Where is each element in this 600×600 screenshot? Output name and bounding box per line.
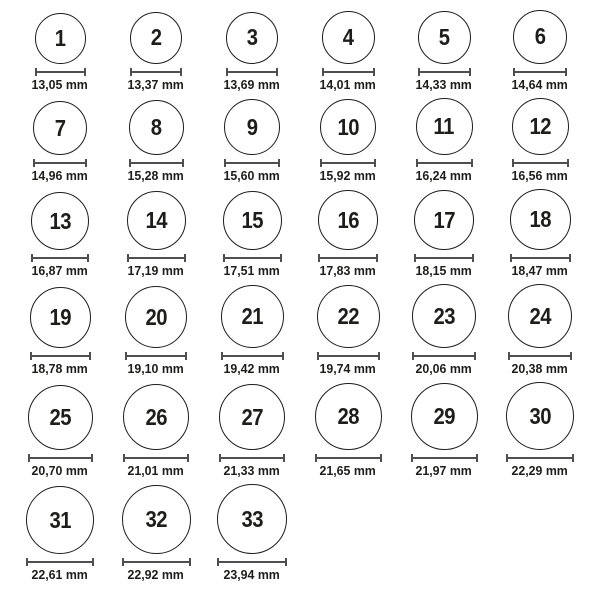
diameter-dimension-line [224, 159, 280, 167]
ring-size-number: 24 [529, 302, 551, 329]
ring-circle [122, 485, 191, 554]
ring-circle [219, 384, 285, 450]
diameter-dimension-line [322, 68, 375, 76]
diameter-dimension-line [122, 558, 191, 566]
ring-circle [26, 486, 94, 554]
diameter-dimension-line [513, 68, 567, 76]
ring-size-number: 13 [49, 207, 71, 234]
ring-circle [315, 383, 382, 450]
ring-size-item [12, 6, 108, 98]
chart-row [4, 189, 596, 284]
diameter-label: 17,51 mm [223, 263, 281, 278]
diameter-label: 16,87 mm [31, 263, 89, 278]
ring-circle [508, 284, 572, 348]
ring-size-number: 20 [145, 303, 167, 330]
ring-circle [223, 191, 282, 250]
diameter-label: 21,33 mm [223, 463, 281, 478]
ring-size-item [300, 98, 396, 190]
diameter-dimension-line [317, 352, 380, 360]
ring-circle [320, 99, 376, 155]
diameter-dimension-line [129, 159, 184, 167]
ring-size-number: 21 [241, 303, 263, 329]
diameter-dimension-line [130, 68, 182, 76]
ring-size-item [12, 98, 108, 190]
ring-size-number: 10 [337, 113, 359, 140]
diameter-dimension-line [28, 454, 93, 462]
ring-size-item [300, 189, 396, 284]
ring-size-item [12, 189, 108, 284]
diameter-label: 17,83 mm [319, 263, 377, 278]
ring-size-number: 7 [54, 114, 66, 141]
ring-size-number: 30 [529, 402, 551, 429]
diameter-label: 22,29 mm [511, 463, 569, 478]
ring-circle [414, 190, 474, 250]
diameter-label: 16,56 mm [511, 168, 569, 183]
ring-size-number: 32 [145, 506, 167, 532]
ring-size-number: 17 [433, 206, 455, 233]
ring-circle [416, 98, 473, 155]
diameter-dimension-line [26, 558, 94, 566]
ring-circle [33, 101, 87, 155]
diameter-dimension-line [35, 68, 86, 76]
ring-size-item [396, 6, 492, 98]
diameter-label: 21,65 mm [319, 463, 377, 478]
ring-circle [123, 384, 189, 450]
empty-cell [300, 484, 396, 588]
diameter-label: 14,64 mm [511, 76, 569, 92]
ring-size-item [12, 484, 108, 588]
ring-size-number: 29 [433, 403, 455, 429]
ring-size-number: 4 [342, 23, 354, 50]
ring-circle [418, 11, 471, 64]
ring-size-number: 25 [49, 404, 71, 430]
ring-size-item [396, 284, 492, 382]
ring-size-item [396, 98, 492, 190]
ring-circle [510, 189, 571, 250]
diameter-label: 18,15 mm [415, 263, 473, 278]
ring-circle [125, 286, 187, 348]
ring-size-item [300, 6, 396, 98]
ring-size-item [492, 189, 588, 284]
diameter-dimension-line [320, 159, 376, 167]
empty-cell [396, 484, 492, 588]
ring-size-number: 31 [49, 506, 71, 533]
ring-circle [35, 13, 86, 64]
diameter-label: 19,10 mm [127, 361, 185, 376]
ring-size-number: 14 [145, 207, 167, 233]
diameter-dimension-line [31, 254, 89, 262]
ring-size-number: 22 [337, 303, 359, 329]
ring-size-item [108, 189, 204, 284]
ring-circle [31, 192, 89, 250]
ring-size-item [300, 382, 396, 484]
ring-circle [224, 99, 280, 155]
diameter-dimension-line [414, 254, 474, 262]
diameter-dimension-line [506, 454, 574, 462]
diameter-label: 13,05 mm [31, 76, 89, 92]
diameter-label: 20,70 mm [31, 463, 89, 478]
diameter-label: 15,92 mm [319, 168, 377, 183]
diameter-label: 13,69 mm [223, 76, 281, 92]
ring-circle [30, 287, 91, 348]
ring-circle [129, 100, 184, 155]
ring-size-number: 18 [529, 206, 551, 232]
diameter-label: 14,01 mm [319, 76, 377, 92]
diameter-dimension-line [411, 454, 478, 462]
diameter-dimension-line [123, 454, 189, 462]
ring-size-number: 26 [145, 403, 167, 430]
diameter-label: 18,47 mm [511, 263, 569, 278]
chart-row [4, 484, 596, 588]
ring-size-item [204, 6, 300, 98]
ring-size-number: 3 [246, 24, 258, 50]
diameter-label: 15,28 mm [127, 168, 185, 183]
ring-size-number: 12 [529, 113, 551, 139]
ring-size-number: 28 [337, 403, 359, 429]
ring-size-item [204, 284, 300, 382]
ring-size-item [492, 284, 588, 382]
ring-size-number: 19 [49, 304, 71, 330]
diameter-label: 15,60 mm [223, 168, 281, 183]
ring-size-item [204, 484, 300, 588]
diameter-dimension-line [221, 352, 284, 360]
ring-circle [217, 484, 287, 554]
ring-size-item [108, 284, 204, 382]
ring-size-number: 27 [241, 403, 263, 430]
ring-size-number: 1 [54, 24, 66, 51]
diameter-label: 14,96 mm [31, 168, 89, 183]
ring-circle [513, 10, 567, 64]
diameter-label: 22,92 mm [127, 567, 185, 582]
diameter-dimension-line [510, 254, 571, 262]
ring-size-item [204, 382, 300, 484]
diameter-dimension-line [219, 454, 285, 462]
chart-row [4, 382, 596, 484]
chart-row [4, 284, 596, 382]
diameter-label: 13,37 mm [127, 76, 185, 92]
ring-circle [512, 98, 569, 155]
ring-size-item [12, 382, 108, 484]
ring-circle [412, 284, 476, 348]
diameter-dimension-line [512, 159, 569, 167]
ring-size-item [204, 98, 300, 190]
ring-size-item [396, 189, 492, 284]
diameter-dimension-line [226, 68, 278, 76]
diameter-dimension-line [125, 352, 187, 360]
ring-size-item [492, 98, 588, 190]
ring-size-item [204, 189, 300, 284]
ring-circle [411, 383, 478, 450]
ring-size-number: 8 [150, 114, 162, 140]
diameter-label: 20,38 mm [511, 361, 569, 376]
ring-size-item [492, 6, 588, 98]
diameter-dimension-line [418, 68, 471, 76]
ring-size-number: 15 [241, 207, 263, 233]
diameter-label: 18,78 mm [31, 361, 89, 376]
ring-circle [221, 285, 284, 348]
diameter-dimension-line [127, 254, 186, 262]
ring-size-item [492, 382, 588, 484]
diameter-label: 14,33 mm [415, 76, 473, 92]
ring-circle [127, 191, 186, 250]
ring-size-item [300, 284, 396, 382]
diameter-dimension-line [318, 254, 378, 262]
ring-circle [318, 190, 378, 250]
diameter-dimension-line [412, 352, 476, 360]
ring-circle [226, 12, 278, 64]
empty-cell [492, 484, 588, 588]
diameter-label: 21,97 mm [415, 463, 473, 478]
diameter-label: 19,42 mm [223, 361, 281, 376]
ring-circle [28, 385, 93, 450]
ring-circle [317, 285, 380, 348]
ring-size-number: 11 [433, 113, 455, 139]
ring-circle [506, 382, 574, 450]
diameter-dimension-line [315, 454, 382, 462]
diameter-label: 19,74 mm [319, 361, 377, 376]
diameter-dimension-line [30, 352, 91, 360]
diameter-label: 23,94 mm [223, 567, 281, 582]
diameter-label: 22,61 mm [31, 567, 89, 582]
ring-circle [130, 12, 182, 64]
ring-size-number: 23 [433, 302, 455, 329]
chart-row [4, 6, 596, 98]
ring-size-item [12, 284, 108, 382]
ring-size-item [108, 98, 204, 190]
chart-row [4, 98, 596, 190]
diameter-label: 20,06 mm [415, 361, 473, 376]
ring-size-item [396, 382, 492, 484]
diameter-label: 21,01 mm [127, 463, 185, 478]
ring-size-item [108, 484, 204, 588]
ring-circle [322, 11, 375, 64]
diameter-dimension-line [416, 159, 473, 167]
ring-size-number: 5 [438, 23, 450, 50]
ring-size-number: 2 [150, 24, 162, 50]
diameter-dimension-line [33, 159, 87, 167]
ring-size-item [108, 6, 204, 98]
ring-size-number: 6 [534, 23, 546, 49]
ring-size-number: 33 [241, 505, 263, 532]
ring-size-number: 9 [246, 113, 258, 140]
diameter-dimension-line [223, 254, 282, 262]
diameter-dimension-line [508, 352, 572, 360]
ring-size-number: 16 [337, 206, 359, 233]
diameter-label: 17,19 mm [127, 263, 185, 278]
ring-size-item [108, 382, 204, 484]
diameter-dimension-line [217, 558, 287, 566]
diameter-label: 16,24 mm [415, 168, 473, 183]
